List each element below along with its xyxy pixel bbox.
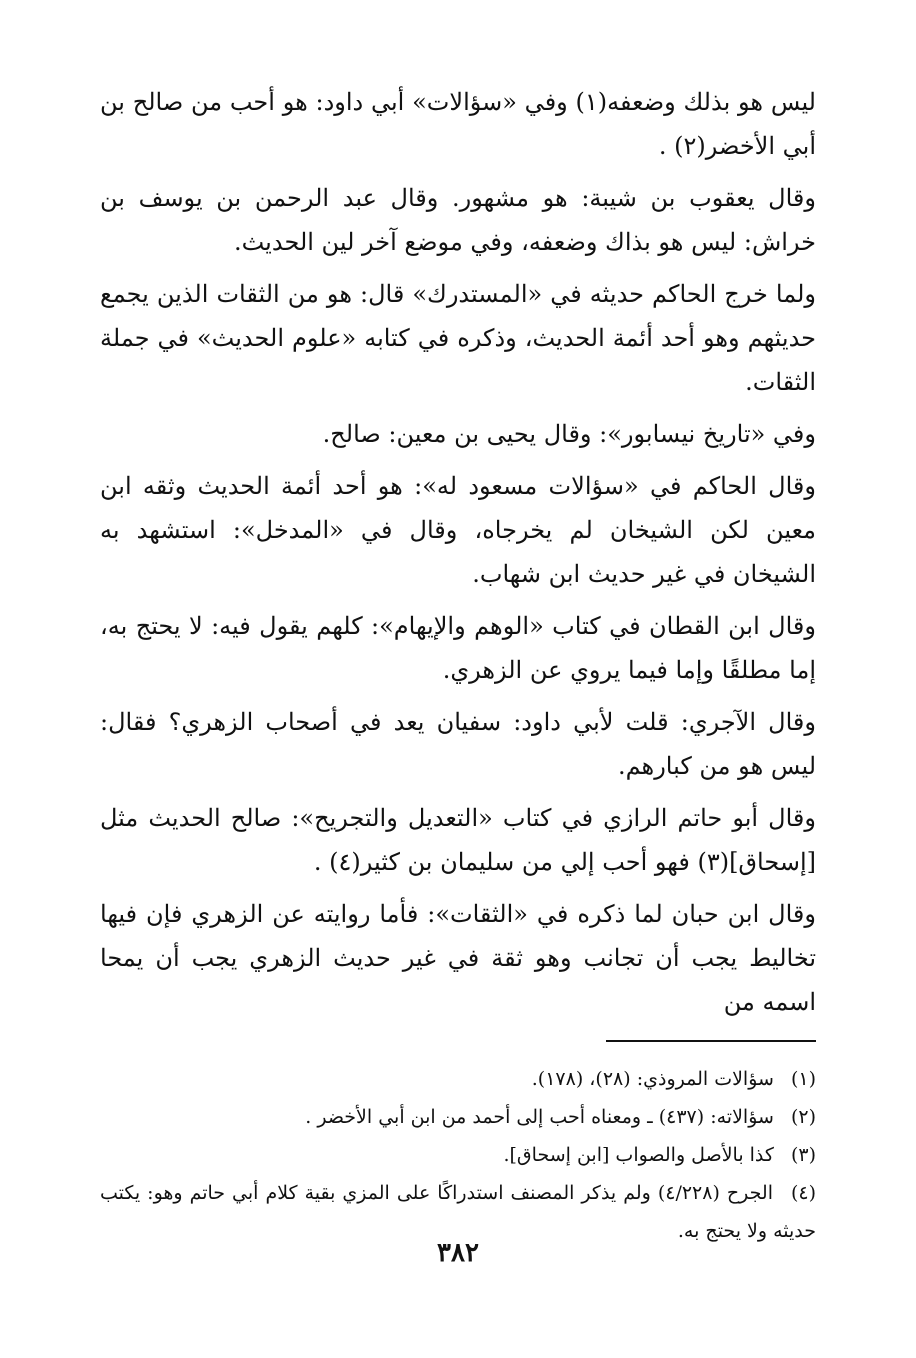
footnote-number: (٤)	[790, 1182, 816, 1204]
footnote-3	[100, 1136, 816, 1174]
paragraph-3: ولما خرج الحاكم حديثه في «المستدرك» قال: هو من الثقات الذين يجمع حديثهم وهو أحد أئمة الحديث، وذكره في كتابه «علوم الحديث» في جملة الثقات.	[100, 280, 817, 396]
paragraph-6: وقال ابن القطان في كتاب «الوهم والإيهام»: كلهم يقول فيه: لا يحتج به، إما مطلقًا وإما فيما يروي عن الزهري.	[100, 612, 816, 684]
footnote-text: سؤالاته: (٤٣٧) ـ ومعناه أحب إلى أحمد من ابن أبي الأخضر .	[305, 1106, 774, 1128]
paragraph-5: وقال الحاكم في «سؤالات مسعود له»: هو أحد أئمة الحديث وثقه ابن معين لكن الشيخان لم يخرجاه، وقال في «المدخل»: استشهد به الشيخان في غير حديث ابن شهاب.	[100, 472, 816, 588]
footnote-text: سؤالات المروذي: (٢٨)، (١٧٨).	[531, 1068, 774, 1090]
footnotes-section	[100, 1060, 816, 1250]
footnote-text: الجرح (٤/٢٢٨) ولم يذكر المصنف استدراكًا على المزي بقية كلام أبي حاتم وهو: يكتب حديثه ولا يحتج به.	[100, 1182, 816, 1242]
footnote-divider	[606, 1040, 816, 1042]
footnote-2	[100, 1098, 816, 1136]
paragraph-4: وفي «تاريخ نيسابور»: وقال يحيى بن معين: صالح.	[322, 420, 816, 448]
footnote-1	[100, 1060, 816, 1098]
paragraph-2: وقال يعقوب بن شيبة: هو مشهور. وقال عبد الرحمن بن يوسف بن خراش: ليس هو بذاك وضعفه، وفي موضع آخر لين الحديث.	[100, 184, 816, 256]
footnote-number: (٣)	[790, 1144, 816, 1166]
footnote-number: (٢)	[790, 1106, 816, 1128]
paragraph-7: وقال الآجري: قلت لأبي داود: سفيان يعد في أصحاب الزهري؟ فقال: ليس هو من كبارهم.	[100, 708, 816, 780]
paragraph-1: ليس هو بذلك وضعفه(١) وفي «سؤالات» أبي داود: هو أحب من صالح بن أبي الأخضر(٢) .	[100, 88, 816, 160]
footnote-number: (١)	[790, 1068, 816, 1090]
page-body	[100, 80, 816, 1250]
page-number: ٣٨٢	[437, 1238, 479, 1268]
paragraph-9: وقال ابن حبان لما ذكره في «الثقات»: فأما روايته عن الزهري فإن فيها تخاليط يجب أن تجانب وهو ثقة في غير حديث الزهري يجب أن يمحا اسمه من	[100, 900, 816, 1016]
paragraph-8: وقال أبو حاتم الرازي في كتاب «التعديل والتجريح»: صالح الحديث مثل [إسحاق](٣) فهو أحب إلي من سليمان بن كثير(٤) .	[100, 804, 816, 876]
footnote-text: كذا بالأصل والصواب [ابن إسحاق].	[503, 1144, 774, 1166]
